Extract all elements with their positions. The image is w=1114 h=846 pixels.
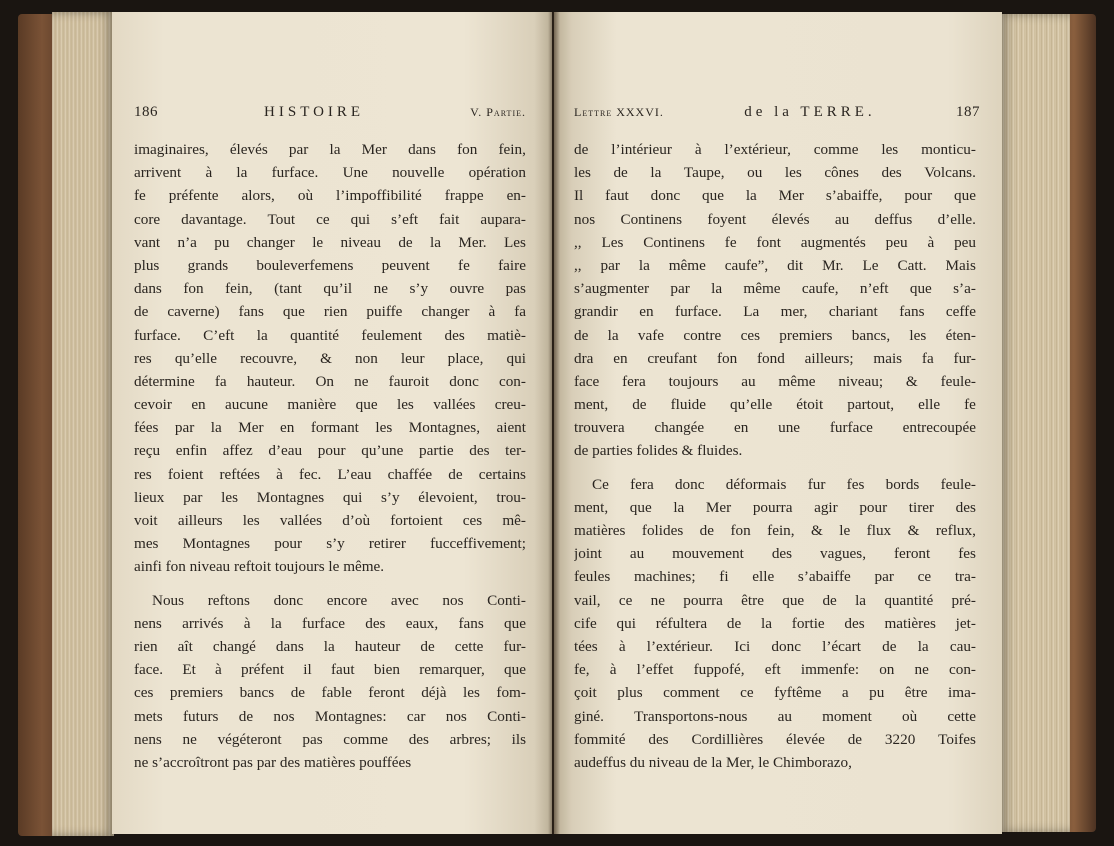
text-line: ,, Les Continens fe font augmentés peu à peu [574,233,976,251]
text-line: matières folides de fon fein, & le flux & reflux, [574,522,976,539]
text-line: trouvera changée en une furface entrecoupée [574,419,976,437]
text-line: fommité des Cordillières élevée de 3220 Toifes [574,730,976,748]
left-running-header [134,104,526,128]
paragraph-gap [134,579,526,589]
left-page-paper [112,12,552,834]
text-line: voit ailleurs les vallées d’où fortoient ces mê- [134,512,526,529]
book-gutter [548,12,560,834]
text-line: nens arrivés à la furface des eaux, fans que [134,614,526,632]
text-line: Ce fera donc déformais fur fes bords feule- [592,475,976,493]
text-line: reçu enfin affez d’eau pour qu’une partie des ter- [134,442,526,460]
text-line: grandir en furface. La mer, chariant fans ceffe [574,303,976,321]
page-edges-right [1000,14,1070,832]
text-line: furface. C’eft la quantité feulement des matiè- [134,326,526,344]
text-line: cevoir en aucune manière que les vallées creu- [134,396,526,414]
text-line: nos Continens foyent élevés au deffus d’elle. [574,210,976,228]
text-line: feules machines; fi elle s’abaiffe par ce tra- [574,568,976,586]
text-line: giné. Transportons-nous au moment où cette [574,707,976,725]
text-line: çoit plus comment ce fyftême a pu être ima- [574,684,976,702]
text-line: fe, à l’effet fuppofé, eft immenfe: on ne con- [574,661,976,679]
text-line: dans fon fein, (tant qu’il ne s’y ouvre pas [134,280,526,298]
text-line: res qu’elle recouvre, & non leur place, qui [134,349,526,367]
text-line: joint au mouvement des vagues, feront fes [574,545,976,563]
text-line: ment, de fluide qu’elle étoit partout, elle fe [574,396,976,414]
right-page-paper [554,12,1002,834]
text-line: ne s’accroîtront pas par des matières pouffées [134,753,412,771]
text-line: fées par la Mer en formant les Montagnes, aient [134,419,526,437]
text-line: vail, ce ne pourra être que de la quantité pré- [574,591,976,609]
text-line: ainfi fon niveau reftoit toujours le même. [134,558,385,576]
right-running-header [574,104,980,128]
text-line: arrivent à la furface. Une nouvelle opération [134,164,526,182]
text-line: imaginaires, élevés par la Mer dans fon fein, [134,141,526,158]
text-line: nens ne végéteront pas comme des arbres; ils [134,730,526,748]
text-line: de la vafe contre ces premiers bancs, les éten- [574,326,976,344]
text-line: de caverne) fans que rien puiffe changer à fa [134,303,526,321]
text-line: rien aît changé dans la hauteur de cette fur- [134,637,526,655]
text-line: ,, par la même caufe”, dit Mr. Le Catt. Mais [574,256,976,274]
text-line: mes Montagnes pour s’y retirer fucceffivement; [134,535,526,553]
text-line: cife qui réfultera de la fortie des matières jet- [574,614,976,632]
text-line: s’augmenter par la même caufe, n’eft que s’a- [574,280,976,298]
text-line: tées à l’extérieur. Ici donc l’écart de la cau- [574,637,976,655]
page-edges-left [52,12,114,836]
text-line: vant n’a pu changer le niveau de la Mer. Les [134,233,526,251]
left-page-number: 186 [134,104,158,120]
paragraph-gap [574,463,976,473]
text-line: mets futurs de nos Montagnes: car nos Conti- [134,707,526,725]
left-running-title: HISTOIRE [264,104,365,120]
text-line: plus grands bouleverfemens peuvent fe faire [134,256,526,274]
text-line: Nous reftons donc encore avec nos Conti- [152,591,526,609]
right-body-text [574,138,976,774]
text-line: de parties folides & fluides. [574,442,743,460]
right-running-title-left: Lettre XXXVI. [574,105,664,119]
text-line: détermine fa hauteur. On ne fauroit donc con- [134,372,526,390]
text-line: lieux par les Montagnes qui s’y élevoient, trou- [134,488,526,506]
left-body-text [134,138,526,774]
text-line: face fera toujours au même niveau; & feule- [574,372,976,390]
text-line: Il faut donc que la Mer s’abaiffe, pour que [574,187,976,205]
text-line: face. Et à préfent il faut bien remarquer, que [134,661,526,679]
text-line: res foient reftées à fec. L’eau chaffée de certains [134,465,526,483]
text-line: ces premiers bancs de fable feront déjà les fom- [134,684,526,702]
text-line: ment, que la Mer pourra agir pour tirer des [574,498,976,516]
left-section-label: V. Partie. [470,105,526,119]
text-line: audeffus du niveau de la Mer, le Chimborazo, [574,753,852,771]
text-line: les de la Taupe, ou les cônes des Volcans. [574,164,976,182]
text-line: fe préfente alors, où l’impoffibilité frappe en- [134,187,526,205]
text-line: de l’intérieur à l’extérieur, comme les monticu- [574,141,976,158]
right-page-number: 187 [956,104,980,120]
text-line: dra en creufant fon fond ailleurs; mais fa fur- [574,349,976,367]
text-line: core davantage. Tout ce qui s’eft fait aupara- [134,210,526,228]
right-running-title-right: de la TERRE. [744,104,876,120]
